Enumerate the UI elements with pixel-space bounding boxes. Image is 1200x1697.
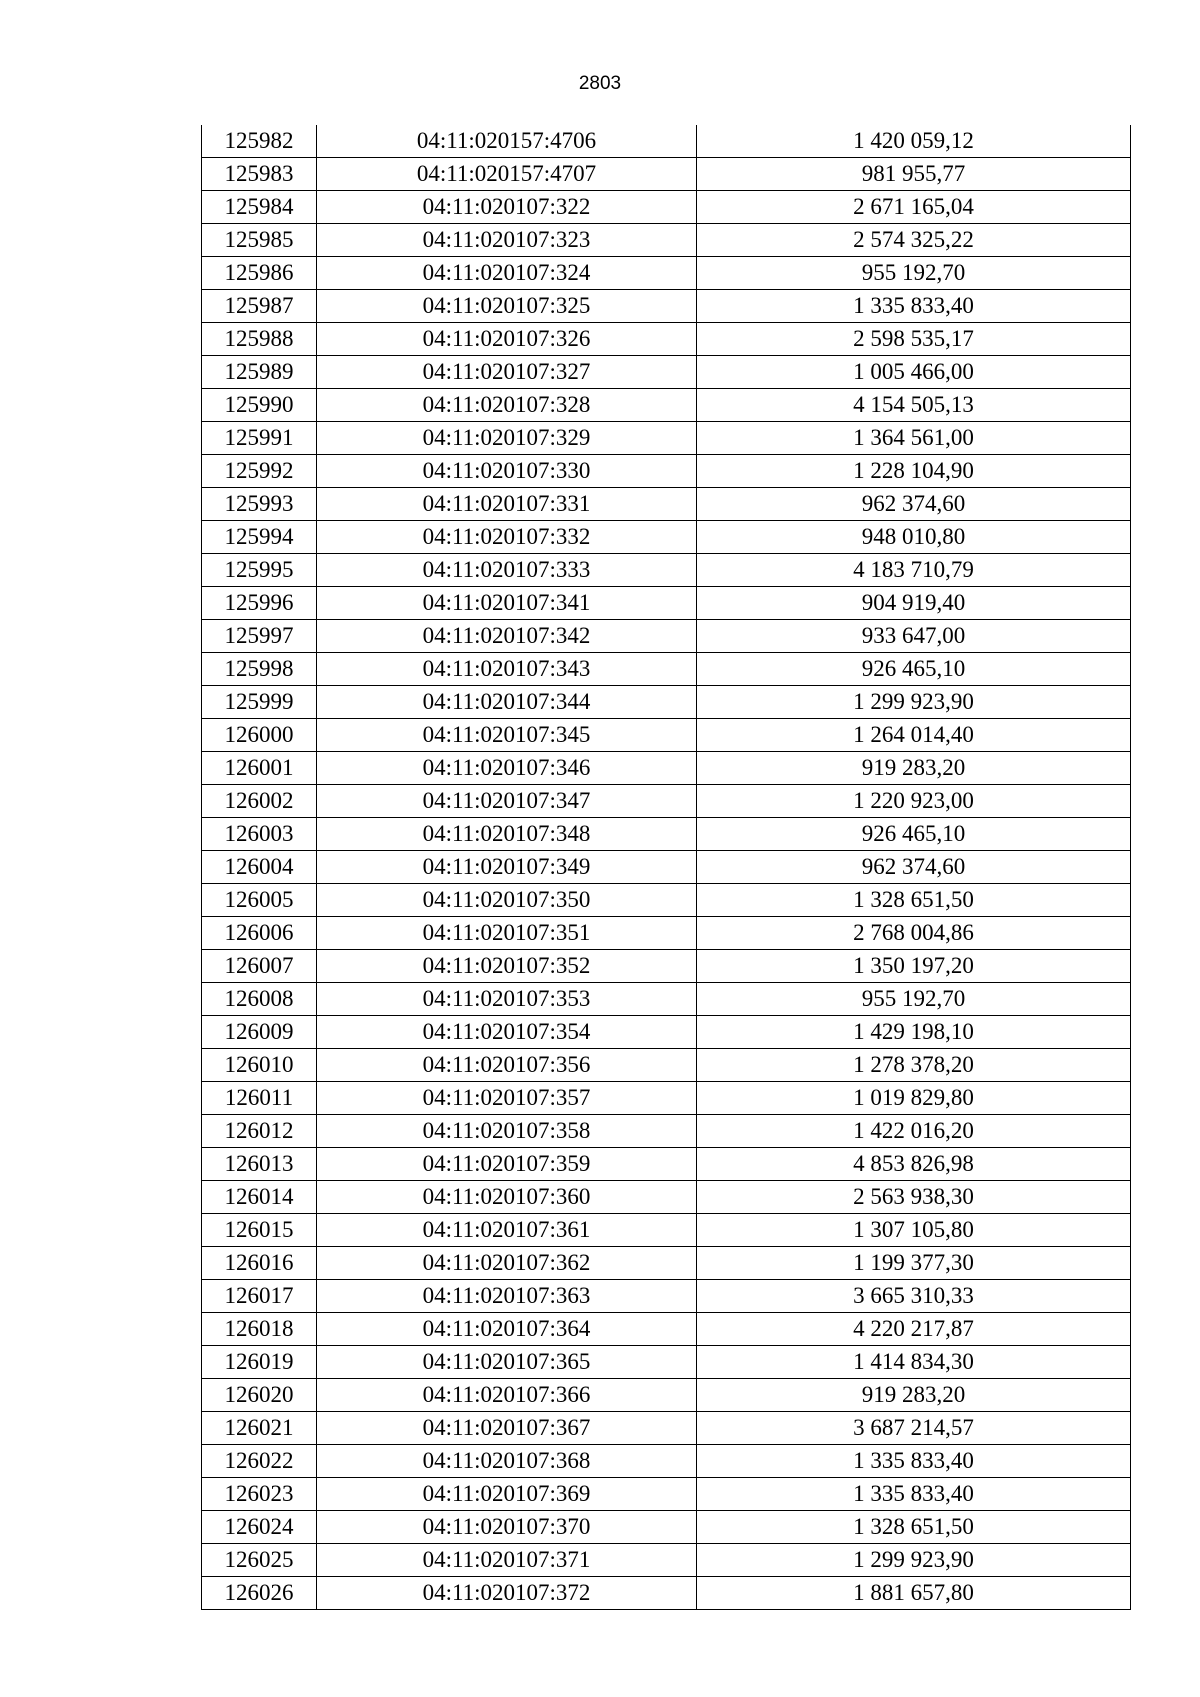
- cadastral-number-cell: 04:11:020107:347: [317, 785, 697, 818]
- row-number-cell: 126021: [202, 1412, 317, 1445]
- cadastral-value-cell: 926 465,10: [697, 653, 1131, 686]
- row-number-cell: 125999: [202, 686, 317, 719]
- row-number-cell: 126008: [202, 983, 317, 1016]
- table-row: [202, 125, 1131, 158]
- cadastral-number-cell: 04:11:020107:342: [317, 620, 697, 653]
- cadastral-number-cell: 04:11:020157:4707: [317, 158, 697, 191]
- row-number-cell: 125983: [202, 158, 317, 191]
- cadastral-value-cell: 933 647,00: [697, 620, 1131, 653]
- row-number-cell: 126007: [202, 950, 317, 983]
- cadastral-value-cell: 981 955,77: [697, 158, 1131, 191]
- cadastral-number-cell: 04:11:020107:362: [317, 1247, 697, 1280]
- table-row: [202, 1346, 1131, 1379]
- table-row: [202, 290, 1131, 323]
- table-row: [202, 983, 1131, 1016]
- table-row: [202, 950, 1131, 983]
- cadastral-number-cell: 04:11:020107:369: [317, 1478, 697, 1511]
- cadastral-number-cell: 04:11:020107:356: [317, 1049, 697, 1082]
- cadastral-number-cell: 04:11:020157:4706: [317, 125, 697, 158]
- table-row: [202, 1115, 1131, 1148]
- table-row: [202, 1247, 1131, 1280]
- row-number-cell: 126023: [202, 1478, 317, 1511]
- table-row: [202, 422, 1131, 455]
- cadastral-number-cell: 04:11:020107:331: [317, 488, 697, 521]
- cadastral-number-cell: 04:11:020107:330: [317, 455, 697, 488]
- table-row: [202, 1544, 1131, 1577]
- table-row: [202, 356, 1131, 389]
- cadastral-value-cell: 955 192,70: [697, 983, 1131, 1016]
- table-row: [202, 323, 1131, 356]
- cadastral-number-cell: 04:11:020107:344: [317, 686, 697, 719]
- cadastral-number-cell: 04:11:020107:351: [317, 917, 697, 950]
- cadastral-number-cell: 04:11:020107:333: [317, 554, 697, 587]
- cadastral-value-cell: 948 010,80: [697, 521, 1131, 554]
- cadastral-number-cell: 04:11:020107:359: [317, 1148, 697, 1181]
- row-number-cell: 126026: [202, 1577, 317, 1610]
- table-row: [202, 158, 1131, 191]
- cadastral-value-cell: 3 665 310,33: [697, 1280, 1131, 1313]
- table-row: [202, 719, 1131, 752]
- row-number-cell: 125982: [202, 125, 317, 158]
- cadastral-value-cell: 904 919,40: [697, 587, 1131, 620]
- table-row: [202, 818, 1131, 851]
- cadastral-number-cell: 04:11:020107:329: [317, 422, 697, 455]
- cadastral-value-cell: 1 420 059,12: [697, 125, 1131, 158]
- row-number-cell: 125987: [202, 290, 317, 323]
- cadastral-number-cell: 04:11:020107:366: [317, 1379, 697, 1412]
- cadastral-value-cell: 4 154 505,13: [697, 389, 1131, 422]
- table-row: [202, 1577, 1131, 1610]
- cadastral-number-cell: 04:11:020107:372: [317, 1577, 697, 1610]
- cadastral-value-cell: 1 299 923,90: [697, 686, 1131, 719]
- table-row: [202, 1379, 1131, 1412]
- cadastral-number-cell: 04:11:020107:368: [317, 1445, 697, 1478]
- table-row: [202, 1016, 1131, 1049]
- table-body: [202, 125, 1131, 1610]
- table-row: [202, 1214, 1131, 1247]
- table-row: [202, 851, 1131, 884]
- cadastral-number-cell: 04:11:020107:360: [317, 1181, 697, 1214]
- cadastral-value-cell: 1 299 923,90: [697, 1544, 1131, 1577]
- table-row: [202, 1313, 1131, 1346]
- row-number-cell: 126004: [202, 851, 317, 884]
- row-number-cell: 125985: [202, 224, 317, 257]
- row-number-cell: 125988: [202, 323, 317, 356]
- row-number-cell: 126016: [202, 1247, 317, 1280]
- table-row: [202, 1049, 1131, 1082]
- row-number-cell: 126009: [202, 1016, 317, 1049]
- cadastral-value-cell: 1 328 651,50: [697, 1511, 1131, 1544]
- cadastral-number-cell: 04:11:020107:341: [317, 587, 697, 620]
- cadastral-number-cell: 04:11:020107:357: [317, 1082, 697, 1115]
- row-number-cell: 125997: [202, 620, 317, 653]
- table-row: [202, 1181, 1131, 1214]
- row-number-cell: 125989: [202, 356, 317, 389]
- row-number-cell: 126024: [202, 1511, 317, 1544]
- row-number-cell: 126022: [202, 1445, 317, 1478]
- cadastral-value-cell: 4 183 710,79: [697, 554, 1131, 587]
- row-number-cell: 125990: [202, 389, 317, 422]
- row-number-cell: 126018: [202, 1313, 317, 1346]
- cadastral-number-cell: 04:11:020107:349: [317, 851, 697, 884]
- row-number-cell: 126006: [202, 917, 317, 950]
- cadastral-value-cell: 1 414 834,30: [697, 1346, 1131, 1379]
- cadastral-number-cell: 04:11:020107:324: [317, 257, 697, 290]
- cadastral-value-cell: 1 881 657,80: [697, 1577, 1131, 1610]
- table-row: [202, 1082, 1131, 1115]
- table-row: [202, 1478, 1131, 1511]
- cadastral-value-cell: 4 220 217,87: [697, 1313, 1131, 1346]
- table-row: [202, 191, 1131, 224]
- table-row: [202, 917, 1131, 950]
- row-number-cell: 126020: [202, 1379, 317, 1412]
- cadastral-number-cell: 04:11:020107:371: [317, 1544, 697, 1577]
- table-row: [202, 1445, 1131, 1478]
- table-row: [202, 554, 1131, 587]
- cadastral-value-cell: 1 228 104,90: [697, 455, 1131, 488]
- cadastral-value-cell: 1 350 197,20: [697, 950, 1131, 983]
- row-number-cell: 126010: [202, 1049, 317, 1082]
- row-number-cell: 126025: [202, 1544, 317, 1577]
- cadastral-value-cell: 962 374,60: [697, 488, 1131, 521]
- cadastral-value-cell: 919 283,20: [697, 752, 1131, 785]
- row-number-cell: 126015: [202, 1214, 317, 1247]
- cadastral-value-cell: 1 005 466,00: [697, 356, 1131, 389]
- cadastral-number-cell: 04:11:020107:364: [317, 1313, 697, 1346]
- cadastral-value-cell: 1 328 651,50: [697, 884, 1131, 917]
- row-number-cell: 125986: [202, 257, 317, 290]
- cadastral-number-cell: 04:11:020107:323: [317, 224, 697, 257]
- cadastral-value-cell: 2 671 165,04: [697, 191, 1131, 224]
- cadastral-value-cell: 1 429 198,10: [697, 1016, 1131, 1049]
- cadastral-value-cell: 2 574 325,22: [697, 224, 1131, 257]
- row-number-cell: 126002: [202, 785, 317, 818]
- table-row: [202, 1412, 1131, 1445]
- cadastral-number-cell: 04:11:020107:361: [317, 1214, 697, 1247]
- row-number-cell: 125996: [202, 587, 317, 620]
- row-number-cell: 125991: [202, 422, 317, 455]
- cadastral-number-cell: 04:11:020107:322: [317, 191, 697, 224]
- cadastral-value-cell: 2 768 004,86: [697, 917, 1131, 950]
- table-row: [202, 587, 1131, 620]
- table-row: [202, 752, 1131, 785]
- table-row: [202, 521, 1131, 554]
- table-row: [202, 488, 1131, 521]
- cadastral-value-cell: 1 335 833,40: [697, 1478, 1131, 1511]
- cadastral-value-cell: 1 335 833,40: [697, 1445, 1131, 1478]
- cadastral-value-cell: 1 264 014,40: [697, 719, 1131, 752]
- row-number-cell: 126013: [202, 1148, 317, 1181]
- row-number-cell: 125992: [202, 455, 317, 488]
- table-row: [202, 1280, 1131, 1313]
- row-number-cell: 126011: [202, 1082, 317, 1115]
- cadastral-number-cell: 04:11:020107:365: [317, 1346, 697, 1379]
- table-row: [202, 884, 1131, 917]
- row-number-cell: 126017: [202, 1280, 317, 1313]
- cadastral-value-cell: 3 687 214,57: [697, 1412, 1131, 1445]
- table-row: [202, 620, 1131, 653]
- cadastral-number-cell: 04:11:020107:350: [317, 884, 697, 917]
- cadastral-value-cell: 1 422 016,20: [697, 1115, 1131, 1148]
- cadastral-number-cell: 04:11:020107:328: [317, 389, 697, 422]
- cadastral-value-cell: 1 307 105,80: [697, 1214, 1131, 1247]
- cadastral-value-cell: 1 019 829,80: [697, 1082, 1131, 1115]
- cadastral-number-cell: 04:11:020107:327: [317, 356, 697, 389]
- cadastral-number-cell: 04:11:020107:345: [317, 719, 697, 752]
- cadastral-value-cell: 1 364 561,00: [697, 422, 1131, 455]
- row-number-cell: 126012: [202, 1115, 317, 1148]
- cadastral-value-cell: 1 199 377,30: [697, 1247, 1131, 1280]
- cadastral-value-cell: 4 853 826,98: [697, 1148, 1131, 1181]
- table-row: [202, 653, 1131, 686]
- row-number-cell: 125984: [202, 191, 317, 224]
- row-number-cell: 126001: [202, 752, 317, 785]
- cadastral-number-cell: 04:11:020107:352: [317, 950, 697, 983]
- cadastral-number-cell: 04:11:020107:363: [317, 1280, 697, 1313]
- table-row: [202, 455, 1131, 488]
- cadastral-number-cell: 04:11:020107:348: [317, 818, 697, 851]
- table-row: [202, 224, 1131, 257]
- row-number-cell: 125994: [202, 521, 317, 554]
- row-number-cell: 125998: [202, 653, 317, 686]
- row-number-cell: 125993: [202, 488, 317, 521]
- cadastral-number-cell: 04:11:020107:353: [317, 983, 697, 1016]
- cadastral-number-cell: 04:11:020107:367: [317, 1412, 697, 1445]
- cadastral-number-cell: 04:11:020107:325: [317, 290, 697, 323]
- cadastral-value-cell: 955 192,70: [697, 257, 1131, 290]
- row-number-cell: 126005: [202, 884, 317, 917]
- row-number-cell: 126000: [202, 719, 317, 752]
- row-number-cell: 126014: [202, 1181, 317, 1214]
- page-number: 2803: [578, 73, 622, 94]
- table-row: [202, 785, 1131, 818]
- table-row: [202, 257, 1131, 290]
- row-number-cell: 125995: [202, 554, 317, 587]
- cadastral-value-cell: 1 335 833,40: [697, 290, 1131, 323]
- cadastral-number-cell: 04:11:020107:343: [317, 653, 697, 686]
- cadastral-value-table: [201, 125, 1131, 1610]
- cadastral-number-cell: 04:11:020107:346: [317, 752, 697, 785]
- cadastral-number-cell: 04:11:020107:326: [317, 323, 697, 356]
- row-number-cell: 126019: [202, 1346, 317, 1379]
- cadastral-value-cell: 919 283,20: [697, 1379, 1131, 1412]
- cadastral-value-cell: 926 465,10: [697, 818, 1131, 851]
- cadastral-number-cell: 04:11:020107:332: [317, 521, 697, 554]
- table-row: [202, 1148, 1131, 1181]
- table-row: [202, 389, 1131, 422]
- cadastral-value-cell: 1 220 923,00: [697, 785, 1131, 818]
- cadastral-number-cell: 04:11:020107:370: [317, 1511, 697, 1544]
- cadastral-value-cell: 2 563 938,30: [697, 1181, 1131, 1214]
- cadastral-value-cell: 2 598 535,17: [697, 323, 1131, 356]
- cadastral-value-cell: 962 374,60: [697, 851, 1131, 884]
- row-number-cell: 126003: [202, 818, 317, 851]
- table-row: [202, 1511, 1131, 1544]
- cadastral-number-cell: 04:11:020107:354: [317, 1016, 697, 1049]
- cadastral-number-cell: 04:11:020107:358: [317, 1115, 697, 1148]
- cadastral-value-cell: 1 278 378,20: [697, 1049, 1131, 1082]
- table-row: [202, 686, 1131, 719]
